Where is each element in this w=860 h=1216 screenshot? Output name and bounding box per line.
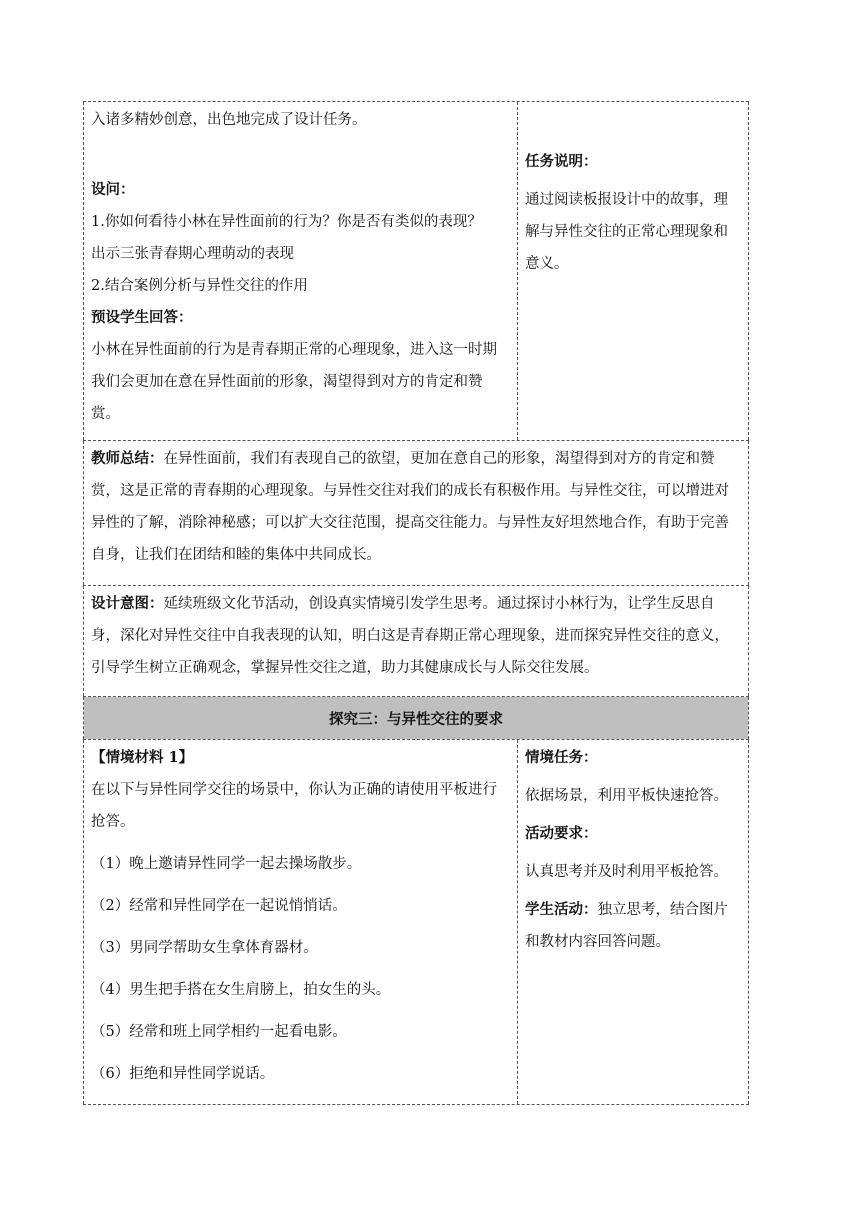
design-intent-cell <box>84 586 748 696</box>
table-row <box>83 740 749 1104</box>
task-text: 通过阅读板报设计中的故事，理解与异性交往的正常心理现象和意义。 <box>525 192 728 272</box>
table-row <box>83 102 749 440</box>
student-activity-label: 学生活动： <box>525 901 598 918</box>
design-intent-text: 延续班级文化节活动，创设真实情境引发学生思考。通过探讨小林行为，让学生反思自身，深化对异性交往中自我表现的认知，明白这是青春期正常心理现象，进而探究异性交往的意义，引导学生树立正确观念，掌握异性交往之道，助力其健康成长与人际交往发展。 <box>91 596 729 676</box>
design-intent-label: 设计意图： <box>91 595 164 612</box>
section-header <box>84 697 748 739</box>
right-cell <box>518 102 748 440</box>
material-intro: 在以下与异性同学交往的场景中，你认为正确的请使用平板进行抢答。 <box>91 782 497 830</box>
question-1: 1.你如何看待小林在异性面前的行为？你是否有类似的表现？ <box>91 214 482 230</box>
continuation-text: 入诸多精妙创意，出色地完成了设计任务。 <box>91 112 367 128</box>
teacher-summary-label: 教师总结： <box>91 450 164 467</box>
table-row <box>83 441 749 585</box>
table-row <box>83 697 749 739</box>
scenario-task-text: 依据场景，利用平板快速抢答。 <box>525 788 728 804</box>
task-label: 任务说明： <box>525 153 598 170</box>
activity-requirement-text: 认真思考并及时利用平板抢答。 <box>525 864 728 880</box>
right-cell <box>518 740 748 1104</box>
left-cell <box>84 740 518 1104</box>
list-item: （2）经常和异性同学在一起说悄悄话。 <box>91 898 347 914</box>
scenario-task-label: 情境任务： <box>525 749 598 766</box>
list-item: （4）男生把手搭在女生肩膀上，拍女生的头。 <box>91 982 391 998</box>
section-header-title: 探究三：与异性交往的要求 <box>329 710 503 728</box>
question-label: 设问： <box>91 181 135 198</box>
teacher-summary-cell <box>84 441 748 585</box>
answer-text: 小林在异性面前的行为是青春期正常的心理现象，进入这一时期我们会更加在意在异性面前的形象，渴望得到对方的肯定和赞赏。 <box>91 342 497 422</box>
list-item: （3）男同学帮助女生拿体育器材。 <box>91 940 318 956</box>
table-row <box>83 586 749 696</box>
question-2: 2.结合案例分析与异性交往的作用 <box>91 278 308 294</box>
list-item: （5）经常和班上同学相约一起看电影。 <box>91 1024 347 1040</box>
activity-requirement-label: 活动要求： <box>525 825 598 842</box>
left-cell <box>84 102 518 440</box>
student-activity-text: 独立思考，结合图片和教材内容回答问题。 <box>525 902 728 950</box>
list-item: （6）拒绝和异性同学说话。 <box>91 1066 275 1082</box>
answer-label: 预设学生回答： <box>91 309 193 326</box>
material-label: 【情境材料 1】 <box>91 749 194 766</box>
teacher-summary-text: 在异性面前，我们有表现自己的欲望，更加在意自己的形象，渴望得到对方的肯定和赞赏，这是正常的青春期的心理现象。与异性交往对我们的成长有积极作用。与异性交往，可以增进对异性的了解，消除神秘感；可以扩大交往范围，提高交往能力。与异性友好坦然地合作，有助于完善自身，让我们在团结和睦的集体中共同成长。 <box>91 451 729 563</box>
question-1-note: 出示三张青春期心理萌动的表现 <box>91 246 294 262</box>
list-item: （1）晚上邀请异性同学一起去操场散步。 <box>91 856 362 872</box>
lesson-plan-table <box>83 101 749 1105</box>
